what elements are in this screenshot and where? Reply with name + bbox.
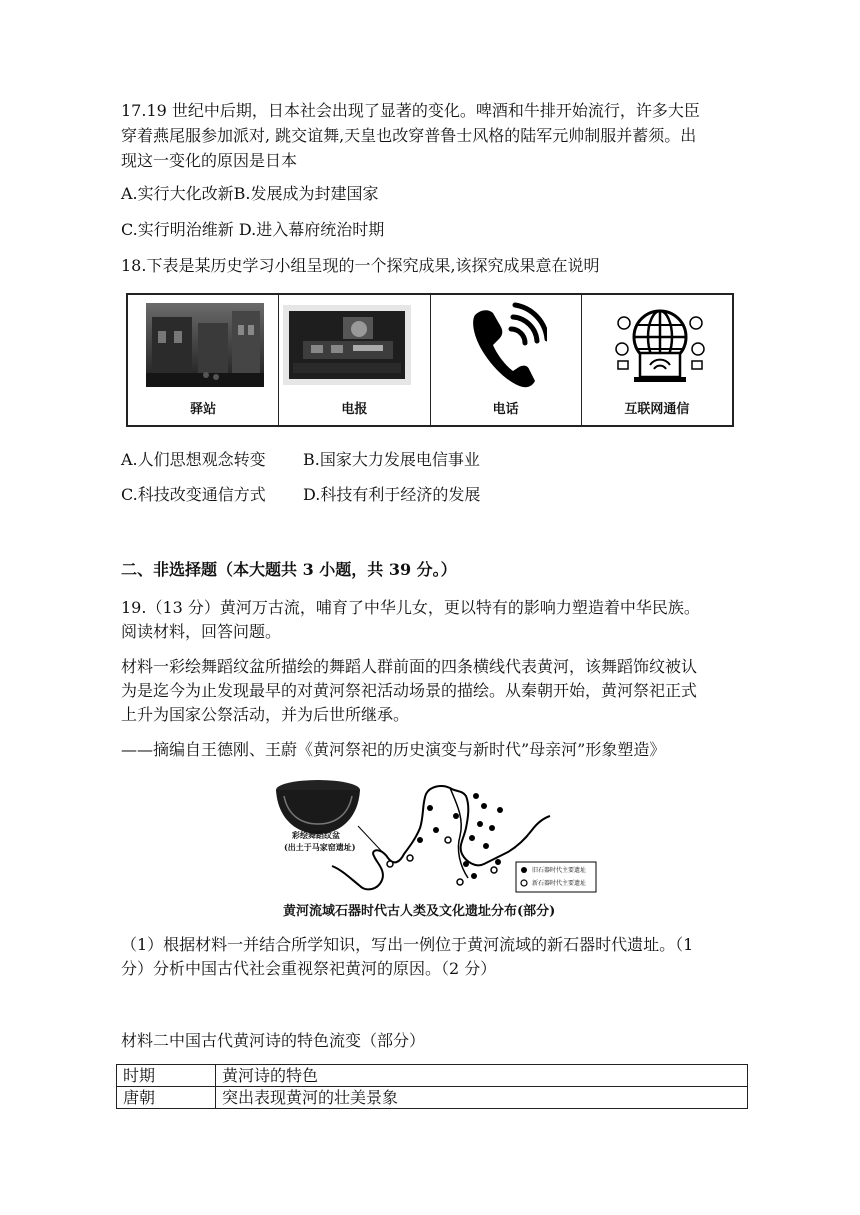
caption-internet: 互联网通信 (624, 402, 690, 417)
caption-post-station: 驿站 (190, 402, 217, 417)
q19-sub1-line-2: 分）分析中国古代社会重视祭祀黄河的原因。（2 分） (121, 959, 497, 978)
q19-sub1-line-1: （1）根据材料一并结合所学知识，写出一例位于黄河流域的新石器时代遗址。（1 (121, 935, 694, 954)
q19-material2-title: 材料二中国古代黄河诗的特色流变（部分） (121, 1031, 426, 1050)
q18-cell-internet (582, 295, 732, 425)
section-heading: 二、非选择题（本大题共 3 小题，共 39 分。） (121, 560, 457, 579)
q18-option-d: D.科技有利于经济的发展 (303, 485, 481, 504)
q17-options-ab: A.实行大化改新B.发展成为封建国家 (121, 184, 379, 203)
q17-stem-line-2: 穿着燕尾服参加派对, 跳交谊舞,天皇也改穿普鲁士风格的陆军元帅制服并蓄须。出 (121, 126, 697, 145)
internet-globe-icon (614, 303, 706, 389)
q18-option-c: C.科技改变通信方式 (121, 485, 266, 504)
q18-image-table (126, 293, 734, 427)
telegraph-photo (283, 305, 411, 385)
q18-stem: 18.下表是某历史学习小组呈现的一个探究成果,该探究成果意在说明 (121, 256, 600, 275)
table-row (117, 1087, 748, 1109)
q18-option-a: A.人们思想观念转变 (121, 450, 266, 469)
q18-cell-post-station (128, 295, 279, 425)
q18-cell-telegraph (279, 295, 430, 425)
table-header-period: 时期 (117, 1065, 216, 1087)
yellow-river-map-figure (270, 766, 600, 916)
map-caption: 黄河流域石器时代古人类及文化遗址分布(部分) (283, 904, 556, 919)
phone-icon (467, 301, 547, 391)
q19-material1-line-2: 为是迄今为止发现最早的对黄河祭祀活动场景的描绘。从秦朝开始，黄河祭祀正式 (121, 681, 698, 700)
q19-material1-line-1: 材料一彩绘舞蹈纹盆所描绘的舞蹈人群前面的四条横线代表黄河，该舞蹈饰纹被认 (121, 657, 698, 676)
q18-option-b: B.国家大力发展电信事业 (303, 450, 480, 469)
q17-stem-line-1: 17.19 世纪中后期，日本社会出现了显著的变化。啤酒和牛排开始流行，许多大臣 (121, 101, 700, 120)
table-header-row (117, 1065, 748, 1087)
q19-source: ——摘编自王德刚、王蔚《黄河祭祀的历史演变与新时代”母亲河”形象塑造》 (121, 740, 666, 759)
table-cell-feature: 突出表现黄河的壮美景象 (216, 1087, 748, 1109)
yellow-river-poetry-table (116, 1064, 748, 1109)
legend-neolithic: 新石器时代主要遗址 (532, 880, 587, 887)
post-station-photo (146, 303, 264, 387)
q18-cell-phone (431, 295, 582, 425)
q17-options-cd: C.实行明治维新 D.进入幕府统治时期 (121, 220, 385, 239)
q19-material1-line-3: 上升为国家公祭活动，并为后世所继承。 (121, 705, 410, 724)
table-header-feature: 黄河诗的特色 (216, 1065, 748, 1087)
legend-paleolithic: 旧石器时代主要遗址 (532, 867, 587, 874)
table-cell-period: 唐朝 (117, 1087, 216, 1109)
q19-intro-line-2: 阅读材料，回答问题。 (121, 622, 282, 641)
caption-telegraph: 电报 (341, 402, 368, 417)
bowl-label-site: (出土于马家窑遗址) (284, 842, 356, 852)
q19-intro-line-1: 19.（13 分）黄河万古流，哺育了中华儿女，更以特有的影响力塑造着中华民族。 (121, 598, 700, 617)
caption-phone: 电话 (492, 402, 519, 417)
q17-stem-line-3: 现这一变化的原因是日本 (121, 151, 298, 170)
bowl-label-name: 彩绘舞蹈纹盆 (292, 830, 340, 840)
